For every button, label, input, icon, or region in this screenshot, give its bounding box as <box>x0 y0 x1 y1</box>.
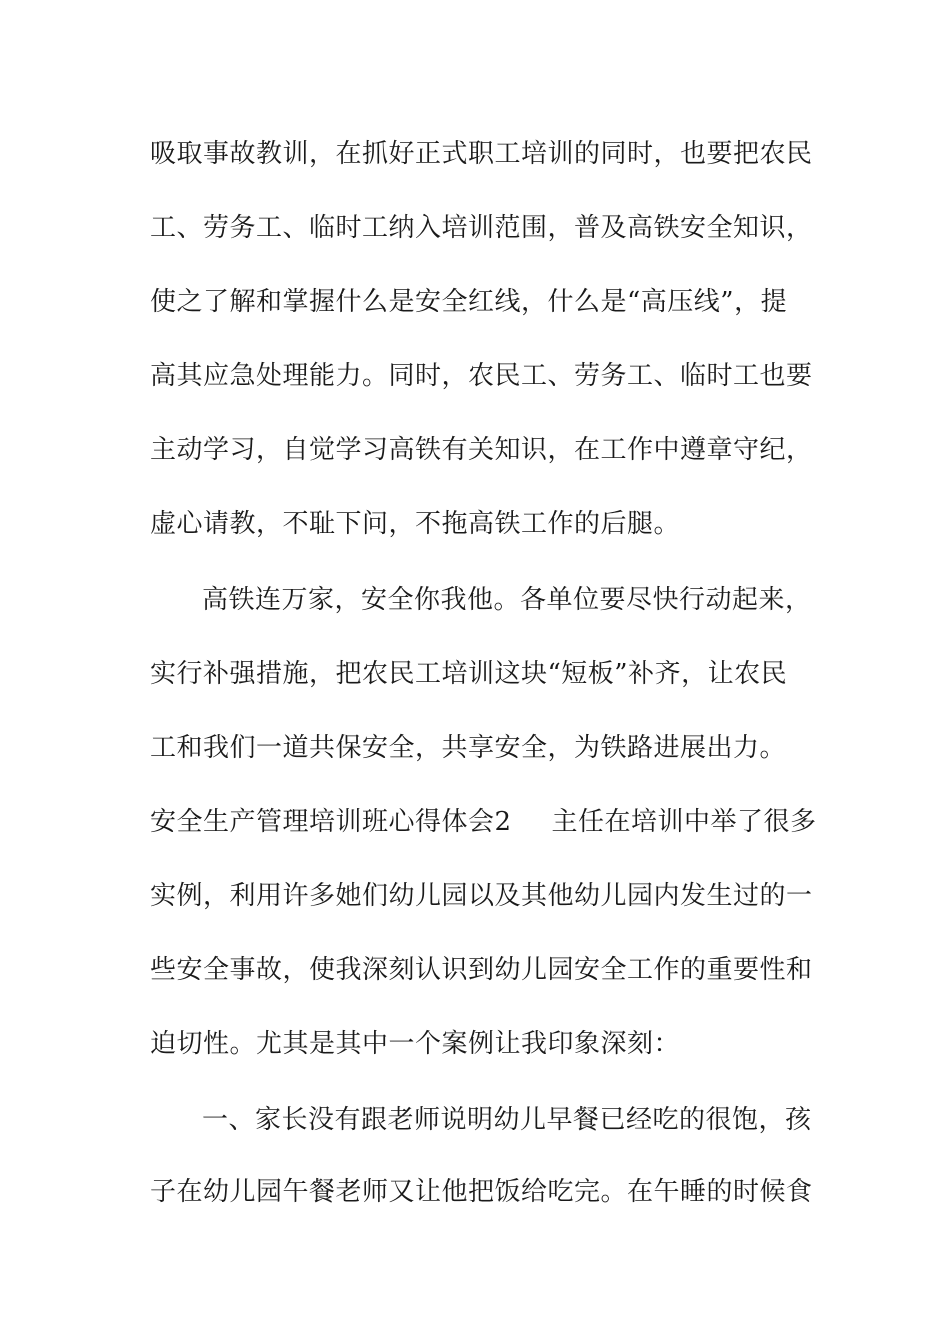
text-line: 高其应急处理能力。同时，农民工、劳务工、临时工也要 <box>150 361 813 391</box>
text-line: 子在幼儿园午餐老师又让他把饭给吃完。在午睡的时候食 <box>150 1177 813 1207</box>
text-line: 工和我们一道共保安全，共享安全，为铁路进展出力。 <box>150 733 787 763</box>
text-line: 迫切性。尤其是其中一个案例让我印象深刻： <box>150 1029 681 1059</box>
section-title: 安全生产管理培训班心得体会2 <box>150 807 512 837</box>
paragraph-first-line: 高铁连万家，安全你我他。各单位要尽快行动起来， <box>202 585 812 615</box>
section-heading-row <box>150 802 830 842</box>
text-line: 实例，利用许多她们幼儿园以及其他幼儿园内发生过的一 <box>150 881 813 911</box>
text-line: 工、劳务工、临时工纳入培训范围，普及高铁安全知识， <box>150 213 813 243</box>
paragraph-first-line: 一、家长没有跟老师说明幼儿早餐已经吃的很饱，孩 <box>202 1105 812 1135</box>
text-line: 些安全事故，使我深刻认识到幼儿园安全工作的重要性和 <box>150 955 813 985</box>
text-line: 虚心请教，不耻下问，不拖高铁工作的后腿。 <box>150 509 681 539</box>
text-line: 主动学习，自觉学习高铁有关知识，在工作中遵章守纪， <box>150 435 813 465</box>
text-line: 吸取事故教训，在抓好正式职工培训的同时，也要把农民 <box>150 139 813 169</box>
section-first-line: 主任在培训中举了很多 <box>551 807 817 837</box>
text-line: 使之了解和掌握什么是安全红线，什么是“高压线”，提 <box>150 287 788 317</box>
text-line: 实行补强措施，把农民工培训这块“短板”补齐，让农民 <box>150 659 788 689</box>
